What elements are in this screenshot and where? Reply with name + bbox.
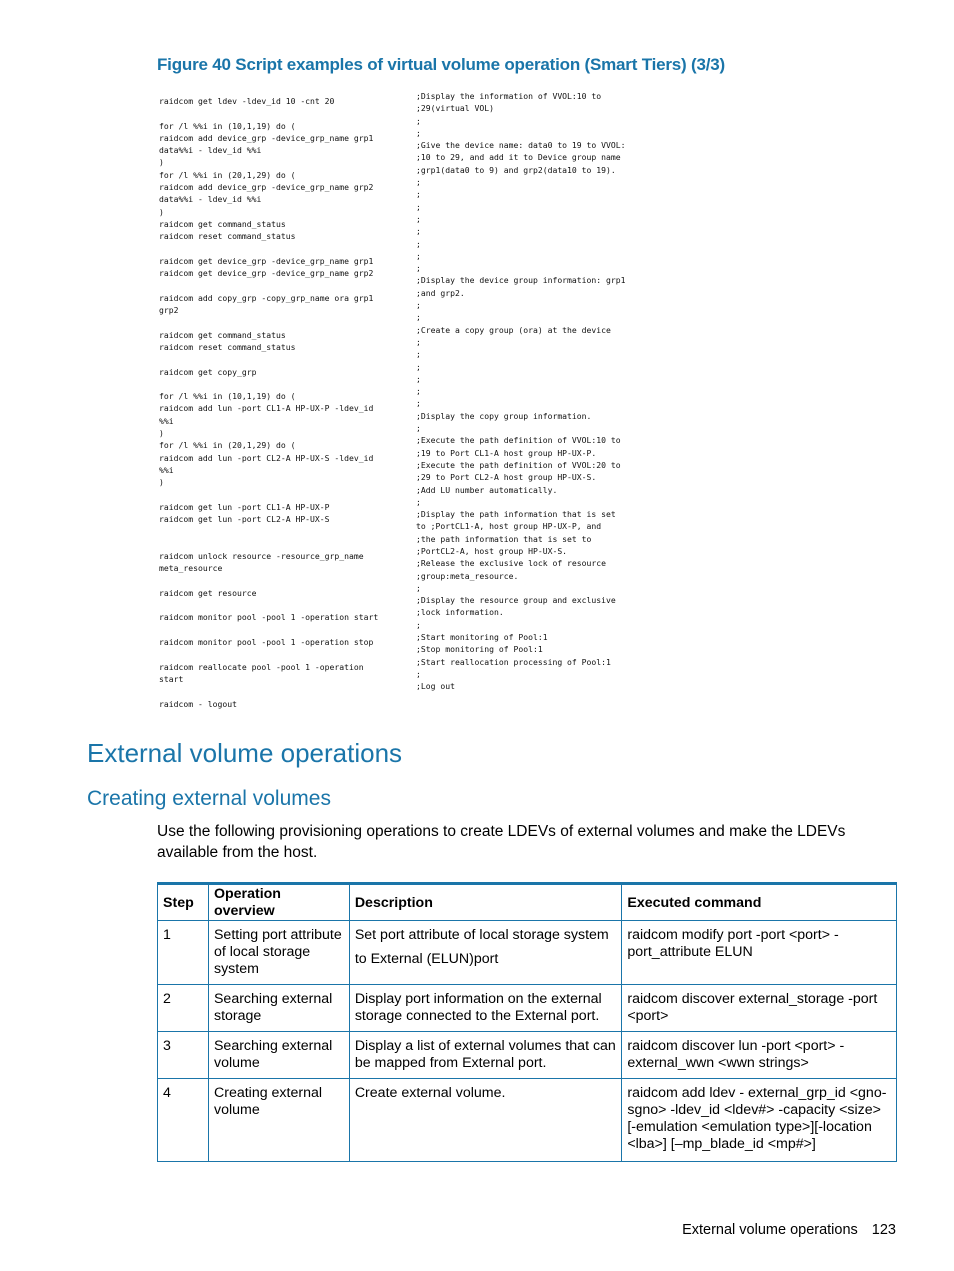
comment-line: ; <box>416 582 421 593</box>
table-row <box>158 1079 897 1162</box>
code-line: raidcom unlock resource -resource_grp_name <box>159 550 364 561</box>
comment-line: ;Stop monitoring of Pool:1 <box>416 644 543 655</box>
cell-description: Display a list of external volumes that can be mapped from External port. <box>349 1032 622 1079</box>
code-line: raidcom get command_status <box>159 329 286 340</box>
code-line: ) <box>159 206 164 217</box>
code-line: for /l %%i in (20,1,29) do ( <box>159 440 296 451</box>
comment-line: ;Release the exclusive lock of resource <box>416 558 607 569</box>
page-number: 123 <box>871 1222 896 1238</box>
comment-line: ; <box>416 201 421 212</box>
subsection-heading: Creating external volumes <box>87 787 331 810</box>
comment-line: ; <box>416 386 421 397</box>
comment-line: ;29(virtual VOL) <box>416 103 494 114</box>
code-line: raidcom get command_status <box>159 218 286 229</box>
comment-line: ; <box>416 300 421 311</box>
page-footer <box>682 1222 896 1238</box>
comment-line: ; <box>416 668 421 679</box>
cell-description: Set port attribute of local storage system to External (ELUN)port <box>349 921 622 985</box>
intro-paragraph: Use the following provisioning operations to create LDEVs of external volumes and make the LDEVs available from the host. <box>157 823 846 861</box>
header-executed-command: Executed command <box>622 884 897 921</box>
comment-line: ; <box>416 336 421 347</box>
code-line: data%%i - ldev_id %%i <box>159 194 262 205</box>
header-operation-overview: Operation overview <box>208 884 349 921</box>
code-line: %%i <box>159 415 174 426</box>
comment-line: ;29 to Port CL2-A host group HP-UX-S. <box>416 472 597 483</box>
code-line: raidcom monitor pool -pool 1 -operation stop <box>159 637 374 648</box>
comment-line: ; <box>416 226 421 237</box>
code-line: raidcom add device_grp -device_grp_name grp2 <box>159 182 374 193</box>
code-line: raidcom get device_grp -device_grp_name grp2 <box>159 268 374 279</box>
comment-line: ;Display the copy group information. <box>416 410 592 421</box>
comment-line: ;Display the device group information: grp1 <box>416 275 626 286</box>
comment-line: ; <box>416 361 421 372</box>
header-description: Description <box>349 884 622 921</box>
code-line: raidcom get resource <box>159 587 257 598</box>
code-line: grp2 <box>159 305 179 316</box>
cell-operation: Searching external storage <box>208 985 349 1032</box>
comment-line: ;Add LU number automatically. <box>416 484 558 495</box>
code-line: raidcom get lun -port CL1-A HP-UX-P <box>159 501 330 512</box>
code-line: start <box>159 673 184 684</box>
code-line: meta_resource <box>159 563 223 574</box>
script-commands <box>159 95 378 710</box>
comment-line: ; <box>416 312 421 323</box>
comment-line: ;Display the information of VVOL:10 to <box>416 91 602 101</box>
code-line: raidcom get lun -port CL2-A HP-UX-S <box>159 514 330 525</box>
cell-step: 1 <box>158 921 209 985</box>
code-line: raidcom add lun -port CL2-A HP-UX-S -ldev_id <box>159 452 374 463</box>
comment-line: ; <box>416 250 421 261</box>
code-line: raidcom reset command_status <box>159 231 296 242</box>
cell-operation: Setting port attribute of local storage system <box>208 921 349 985</box>
comment-line: ; <box>416 115 421 126</box>
comment-line: ; <box>416 349 421 360</box>
comment-line: ; <box>416 373 421 384</box>
table-row <box>158 921 897 985</box>
cell-description: Display port information on the external storage connected to the External port. <box>349 985 622 1032</box>
code-line: raidcom get ldev -ldev_id 10 -cnt 20 <box>159 96 335 106</box>
comment-line: ;Start reallocation processing of Pool:1 <box>416 656 611 667</box>
code-line: raidcom add lun -port CL1-A HP-UX-P -ldev_id <box>159 403 374 414</box>
code-line: %%i <box>159 464 174 475</box>
comment-line: ; <box>416 189 421 200</box>
comment-line: ; <box>416 423 421 434</box>
comment-line: ;Execute the path definition of VVOL:10 to <box>416 435 621 446</box>
cell-description: Create external volume. <box>349 1079 622 1162</box>
comment-line: ;and grp2. <box>416 287 465 298</box>
code-line: ) <box>159 477 164 488</box>
section-heading: External volume operations <box>87 738 403 768</box>
table-header-row <box>158 884 897 921</box>
code-line: raidcom add device_grp -device_grp_name grp1 <box>159 132 374 143</box>
cell-step: 3 <box>158 1032 209 1079</box>
comment-line: ;10 to 29, and add it to Device group name <box>416 152 621 163</box>
script-comments <box>416 90 626 693</box>
code-line: for /l %%i in (10,1,19) do ( <box>159 120 296 131</box>
cell-step: 4 <box>158 1079 209 1162</box>
comment-line: ; <box>416 496 421 507</box>
cell-command: raidcom modify port -port <port> -port_attribute ELUN <box>622 921 897 985</box>
code-line: raidcom add copy_grp -copy_grp_name ora grp1 <box>159 292 374 303</box>
code-line: for /l %%i in (10,1,19) do ( <box>159 391 296 402</box>
code-line: raidcom monitor pool -pool 1 -operation start <box>159 612 379 623</box>
comment-line: ; <box>416 619 421 630</box>
comment-line: ; <box>416 213 421 224</box>
code-line: raidcom get copy_grp <box>159 366 257 377</box>
comment-line: ; <box>416 127 421 138</box>
comment-line: ;Create a copy group (ora) at the device <box>416 324 611 335</box>
comment-line: ;PortCL2-A, host group HP-UX-S. <box>416 545 568 556</box>
code-line: for /l %%i in (20,1,29) do ( <box>159 169 296 180</box>
comment-line: ;19 to Port CL1-A host group HP-UX-P. <box>416 447 597 458</box>
comment-line: to ;PortCL1-A, host group HP-UX-P, and <box>416 521 602 532</box>
header-step: Step <box>158 884 209 921</box>
comment-line: ;group:meta_resource. <box>416 570 519 581</box>
comment-line: ;Execute the path definition of VVOL:20 to <box>416 459 621 470</box>
table-row <box>158 1032 897 1079</box>
cell-command: raidcom discover lun -port <port> -external_wwn <wwn strings> <box>622 1032 897 1079</box>
cell-command: raidcom add ldev - external_grp_id <gno-sgno> -ldev_id <ldev#> -capacity <size> [-emulation <emulation type>][-location <lba>] [–mp_blade_id <mp#>] <box>622 1079 897 1162</box>
cell-command: raidcom discover external_storage -port <port> <box>622 985 897 1032</box>
comment-line: ;Give the device name: data0 to 19 to VVOL: <box>416 140 626 151</box>
cell-operation: Creating external volume <box>208 1079 349 1162</box>
comment-line: ;Start monitoring of Pool:1 <box>416 632 548 643</box>
code-line: raidcom - logout <box>159 698 237 709</box>
operations-table <box>157 882 897 1162</box>
cell-step: 2 <box>158 985 209 1032</box>
comment-line: ;grp1(data0 to 9) and grp2(data10 to 19). <box>416 164 616 175</box>
footer-section-title: External volume operations <box>682 1222 858 1238</box>
table-row <box>158 985 897 1032</box>
comment-line: ;Log out <box>416 681 455 692</box>
comment-line: ; <box>416 398 421 409</box>
comment-line: ; <box>416 263 421 274</box>
comment-line: ;lock information. <box>416 607 504 618</box>
comment-line: ;Display the path information that is set <box>416 509 616 520</box>
comment-line: ;Display the resource group and exclusive <box>416 595 616 606</box>
code-line: raidcom reset command_status <box>159 341 296 352</box>
code-line: ) <box>159 428 164 439</box>
code-line: data%%i - ldev_id %%i <box>159 145 262 156</box>
figure-title: Figure 40 Script examples of virtual volume operation (Smart Tiers) (3/3) <box>157 55 725 74</box>
comment-line: ; <box>416 238 421 249</box>
comment-line: ; <box>416 177 421 188</box>
cell-operation: Searching external volume <box>208 1032 349 1079</box>
code-line: raidcom reallocate pool -pool 1 -operation <box>159 661 364 672</box>
code-line: ) <box>159 157 164 168</box>
code-line: raidcom get device_grp -device_grp_name grp1 <box>159 255 374 266</box>
comment-line: ;the path information that is set to <box>416 533 592 544</box>
